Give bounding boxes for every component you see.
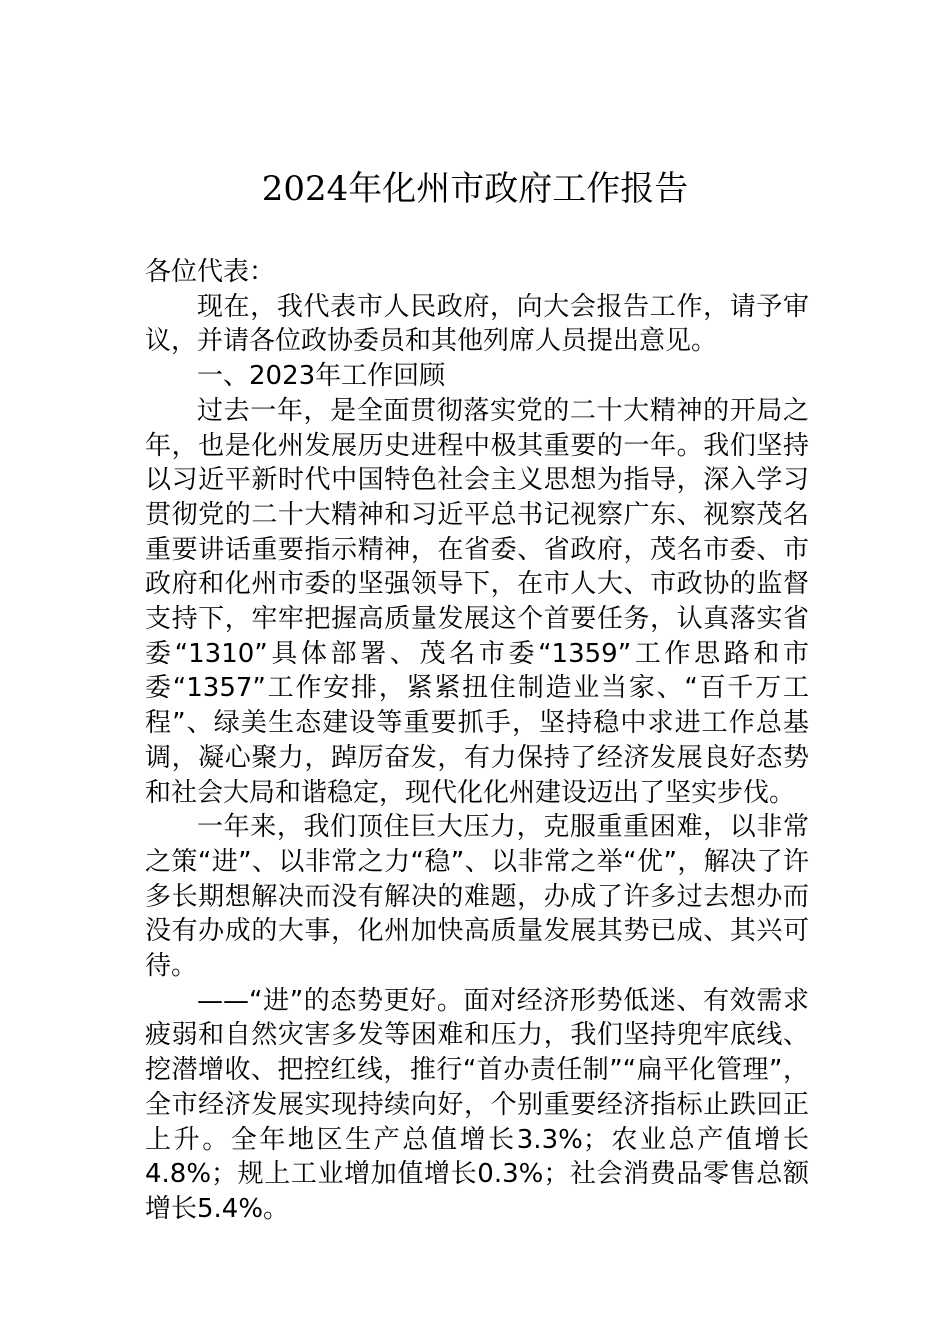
paragraph-year-summary: 一年来，我们顶住巨大压力，克服重重困难，以非常之策“进”、以非常之力“稳”、以非常之举“优”，解决了许多长期想解决而没有解决的难题，办成了许多过去想办而没有办成的大事，化州加快高质量发展其势已成、其兴可待。 <box>145 812 809 982</box>
document-body <box>145 255 809 1227</box>
paragraph-review: 过去一年，是全面贯彻落实党的二十大精神的开局之年，也是化州发展历史进程中极其重要的一年。我们坚持以习近平新时代中国特色社会主义思想为指导，深入学习贯彻党的二十大精神和习近平总书记视察广东、视察茂名重要讲话重要指示精神，在省委、省政府，茂名市委、市政府和化州市委的坚强领导下，在市人大、市政协的监督支持下，牢牢把握高质量发展这个首要任务，认真落实省委“1310”具体部署、茂名市委“1359”工作思路和市委“1357”工作安排，紧紧扭住制造业当家、“百千万工程”、绿美生态建设等重要抓手，坚持稳中求进工作总基调，凝心聚力，踔厉奋发，有力保持了经济发展良好态势和社会大局和谐稳定，现代化化州建设迈出了坚实步伐。 <box>145 395 809 808</box>
salutation: 各位代表： <box>145 257 276 287</box>
document-title: 2024年化州市政府工作报告 <box>261 169 689 209</box>
section-heading: 一、2023年工作回顾 <box>197 361 446 392</box>
paragraph-progress: ——“进”的态势更好。面对经济形势低迷、有效需求疲弱和自然灾害多发等困难和压力，我们坚持兜牢底线、挖潜增收、把控红线，推行“首办责任制”“扁平化管理”，全市经济发展实现持续向好，个别重要经济指标止跌回正上升。全年地区生产总值增长3.3%；农业总产值增长4.8%；规上工业增加值增长0.3%；社会消费品零售总额增长5.4%。 <box>145 985 809 1224</box>
paragraph-intro: 现在，我代表市人民政府，向大会报告工作，请予审议，并请各位政协委员和其他列席人员提出意见。 <box>145 291 809 357</box>
